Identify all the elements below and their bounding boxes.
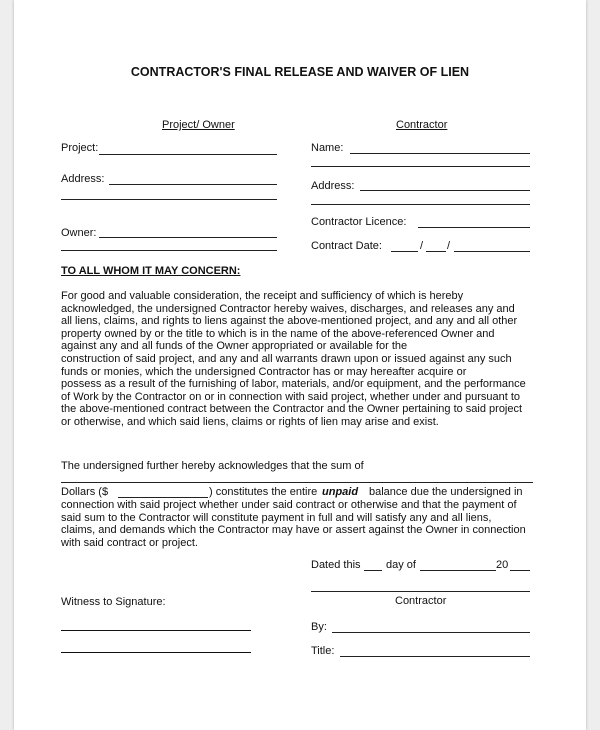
paragraph-line: or otherwise, and which said liens, claims or rights of lien may arise and exist. (61, 415, 439, 428)
document-page (14, 0, 586, 730)
contractor-signature-label: Contractor (395, 595, 447, 607)
dollars-suffix: ) constitutes the entire (209, 486, 318, 498)
contractor-header: Contractor (396, 119, 448, 131)
sum-in-words-line[interactable] (61, 482, 533, 483)
paragraph-line: property owned by or the title to which is in the name of the above-referenced Owner and (61, 327, 495, 340)
name-field-line-2[interactable] (311, 166, 530, 167)
owner-field-line-1[interactable] (99, 237, 277, 238)
release-paragraph (61, 290, 541, 429)
paragraph-line: acknowledged, the undersigned Contractor hereby waives, discharges, and releases any and (61, 302, 515, 315)
dated-month-line[interactable] (420, 570, 496, 571)
dated-this-label: Dated this (311, 559, 361, 571)
witness-label: Witness to Signature: (61, 596, 166, 608)
paragraph-line: construction of said project, and any and all warrants drawn upon or issued against any such (61, 352, 512, 365)
acknowledge-line: The undersigned further hereby acknowledges that the sum of (61, 460, 364, 472)
paragraph-line: funds or monies, which the undersigned Contractor has or may hereafter acquire or (61, 365, 467, 378)
contract-date-month-line[interactable] (391, 251, 418, 252)
paragraph-line: all liens, claims, and rights to liens against the above-mentioned project, and any and all other (61, 315, 518, 328)
name-field-line-1[interactable] (350, 153, 530, 154)
dollars-prefix: Dollars ($ (61, 486, 109, 498)
contractor-signature-line[interactable] (311, 591, 530, 592)
dollars-rest: balance due the undersigned in (369, 486, 523, 498)
year-prefix: 20 (496, 559, 509, 571)
document-title: CONTRACTOR'S FINAL RELEASE AND WAIVER OF LIEN (130, 65, 470, 79)
title-label: Title: (311, 645, 335, 657)
contract-date-label: Contract Date: (311, 240, 382, 252)
dated-year-line[interactable] (510, 570, 530, 571)
project-field-line[interactable] (99, 154, 277, 155)
salutation: TO ALL WHOM IT MAY CONCERN: (61, 265, 241, 277)
licence-label: Contractor Licence: (311, 216, 407, 228)
witness-signature-line-2[interactable] (61, 652, 251, 653)
owner-label: Owner: (61, 227, 97, 239)
dollar-amount-line[interactable] (118, 497, 208, 498)
paragraph-line: the above-mentioned contract between the Contractor and the Owner pertaining to said project (61, 403, 523, 416)
paragraph-line: of Work by the Contractor on or in connection with said project, whether under and pursuant to (61, 390, 520, 403)
unpaid-word: unpaid (322, 486, 359, 498)
by-field-line[interactable] (332, 632, 530, 633)
paragraph-line: connection with said project whether under said contract or otherwise and that the payment of (61, 499, 517, 511)
paragraph-line: against any and all funds of the Owner appropriated or available for the (61, 340, 408, 353)
payment-paragraph (61, 499, 541, 549)
dated-day-line[interactable] (364, 570, 382, 571)
by-label: By: (311, 621, 327, 633)
contract-date-day-line[interactable] (426, 251, 446, 252)
address-label-left: Address: (61, 173, 105, 185)
project-owner-header: Project/ Owner (162, 119, 235, 131)
contractor-address-line-1[interactable] (360, 190, 530, 191)
name-label: Name: (311, 142, 344, 154)
contractor-address-line-2[interactable] (311, 204, 530, 205)
witness-signature-line-1[interactable] (61, 630, 251, 631)
date-slash-1: / (420, 240, 424, 252)
title-field-line[interactable] (340, 656, 530, 657)
owner-field-line-2[interactable] (61, 250, 277, 251)
address-field-line-1[interactable] (109, 184, 277, 185)
paragraph-line: possess as a result of the furnishing of labor, materials, and/or equipment, and the performance (61, 378, 526, 391)
paragraph-line: with said contract or project. (61, 536, 198, 549)
paragraph-line: For good and valuable consideration, the receipt and sufficiency of which is hereby (61, 290, 464, 302)
date-slash-2: / (447, 240, 451, 252)
paragraph-line: claims, and demands which the Contractor may have or assert against the Owner in connection (61, 524, 526, 537)
paragraph-line: said sum to the Contractor will constitute payment in full and will satisfy any and all liens, (61, 511, 492, 524)
project-label: Project: (61, 142, 99, 154)
licence-field-line[interactable] (418, 227, 530, 228)
address-label-right: Address: (311, 180, 355, 192)
address-field-line-2[interactable] (61, 199, 277, 200)
day-of-label: day of (386, 559, 416, 571)
contract-date-year-line[interactable] (454, 251, 530, 252)
